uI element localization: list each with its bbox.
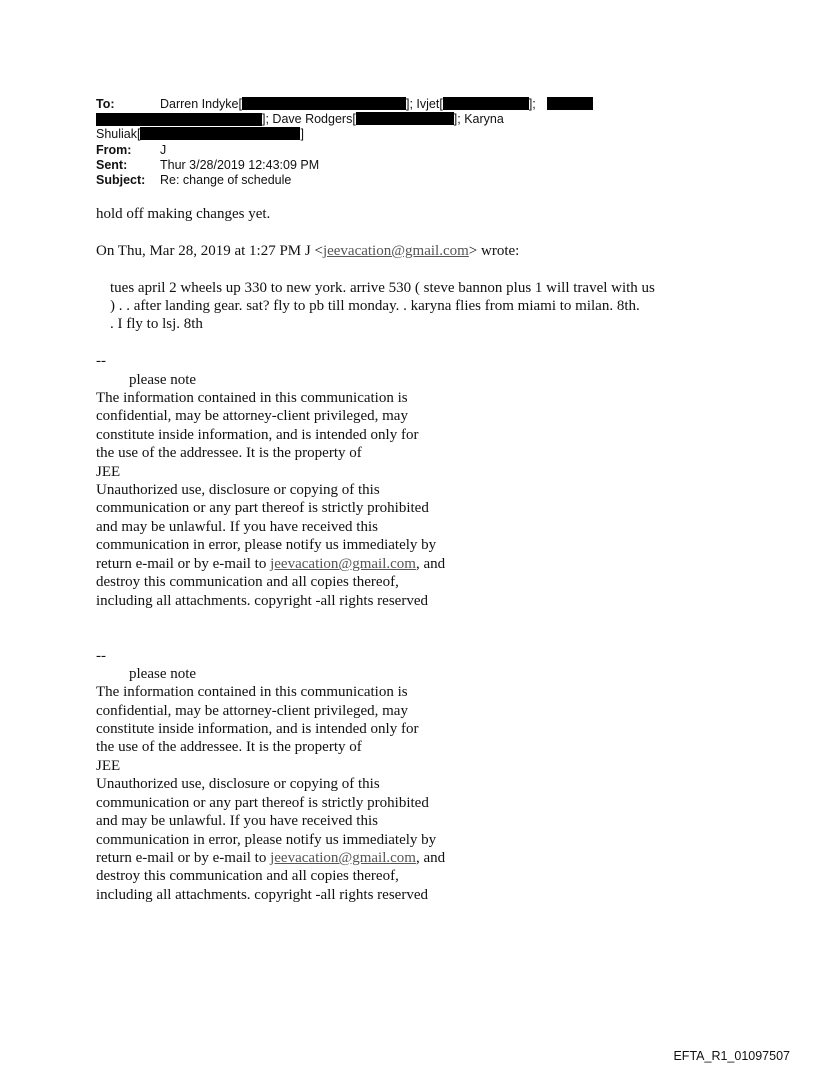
quote-intro [96,242,519,260]
disclaimer-line: and may be unlawful. If you have received this [96,519,378,535]
sent-value: Thur 3/28/2019 12:43:09 PM [160,158,320,172]
disclaimer-email-link[interactable]: jeevacation@gmail.com [270,556,416,572]
signature-dashes: -- [96,648,106,664]
subject-value: Re: change of schedule [160,173,292,187]
disclaimer-line: constitute inside information, and is intended only for [96,721,419,737]
disclaimer-line: destroy this communication and all copies thereof, [96,574,399,590]
to-recipient-shuliak: Shuliak[ [96,127,141,141]
disclaimer-line: the use of the addressee. It is the property of [96,445,362,461]
please-note: please note [129,372,197,388]
from-value: J [160,143,167,157]
document-id-footer: EFTA_R1_01097507 [673,1049,790,1063]
disclaimer-line: communication in error, please notify us immediately by [96,537,437,553]
disclaimer-email-link[interactable]: jeevacation@gmail.com [270,850,416,866]
to-recipient-darren: Darren Indyke[ [160,97,242,111]
disclaimer-line: communication or any part thereof is strictly prohibited [96,795,429,811]
disclaimer-text: , and [415,850,446,866]
to-recipients-line1 [160,97,536,112]
disclaimer-line: the use of the addressee. It is the property of [96,739,362,755]
disclaimer-text: , and [415,556,446,572]
quoted-line: tues april 2 wheels up 330 to new york. arrive 530 ( steve bannon plus 1 will travel with us [110,280,655,296]
disclaimer-line: communication or any part thereof is strictly prohibited [96,500,429,516]
disclaimer-email-line [96,849,445,867]
disclaimer-line: confidential, may be attorney-client privileged, may [96,408,408,424]
disclaimer-line: The information contained in this communication is [96,390,408,406]
sent-label: Sent: [96,158,128,172]
disclaimer-email-line [96,555,445,573]
to-bracket: ] [300,127,304,141]
redaction-bar [242,97,406,110]
signature-dashes: -- [96,353,106,369]
disclaimer-line: constitute inside information, and is intended only for [96,427,419,443]
disclaimer-line: confidential, may be attorney-client privileged, may [96,703,408,719]
disclaimer-line: JEE [96,464,121,480]
quoted-line: . I fly to lsj. 8th [110,316,203,332]
to-recipients-line3 [96,127,304,142]
disclaimer-line: communication in error, please notify us immediately by [96,832,437,848]
to-recipient-dave: ]; Dave Rodgers[ [262,112,356,126]
redaction-bar [547,97,593,110]
quoted-line: ) . . after landing gear. sat? fly to pb till monday. . karyna flies from miami to milan. 8th. [110,298,640,314]
disclaimer-text: return e-mail or by e-mail to [96,850,271,866]
quote-intro-wrote: > wrote: [468,243,520,259]
from-label: From: [96,143,132,157]
to-recipient-karyna: ]; Karyna [453,112,504,126]
redaction-bar [356,112,454,125]
redaction-bar [140,127,300,140]
disclaimer-text: return e-mail or by e-mail to [96,556,271,572]
disclaimer-line: The information contained in this communication is [96,684,408,700]
email-header [96,97,716,192]
to-recipients-line2 [262,112,504,127]
redaction-bar [96,113,262,126]
to-separator: ]; [528,97,536,111]
disclaimer-line: including all attachments. copyright -all rights reserved [96,593,428,609]
reply-text: hold off making changes yet. [96,206,271,222]
to-separator: ]; Ivjet[ [405,97,443,111]
to-label: To: [96,97,115,111]
quote-intro-text: On Thu, Mar 28, 2019 at 1:27 PM J < [96,243,323,259]
please-note: please note [129,666,197,682]
subject-label: Subject: [96,173,146,187]
disclaimer-line: Unauthorized use, disclosure or copying of this [96,482,380,498]
redaction-bar [443,97,529,110]
disclaimer-line: destroy this communication and all copies thereof, [96,868,399,884]
disclaimer-line: and may be unlawful. If you have received this [96,813,378,829]
disclaimer-line: including all attachments. copyright -all rights reserved [96,887,428,903]
disclaimer-line: Unauthorized use, disclosure or copying of this [96,776,380,792]
disclaimer-line: JEE [96,758,121,774]
quote-email-link[interactable]: jeevacation@gmail.com [322,243,469,259]
